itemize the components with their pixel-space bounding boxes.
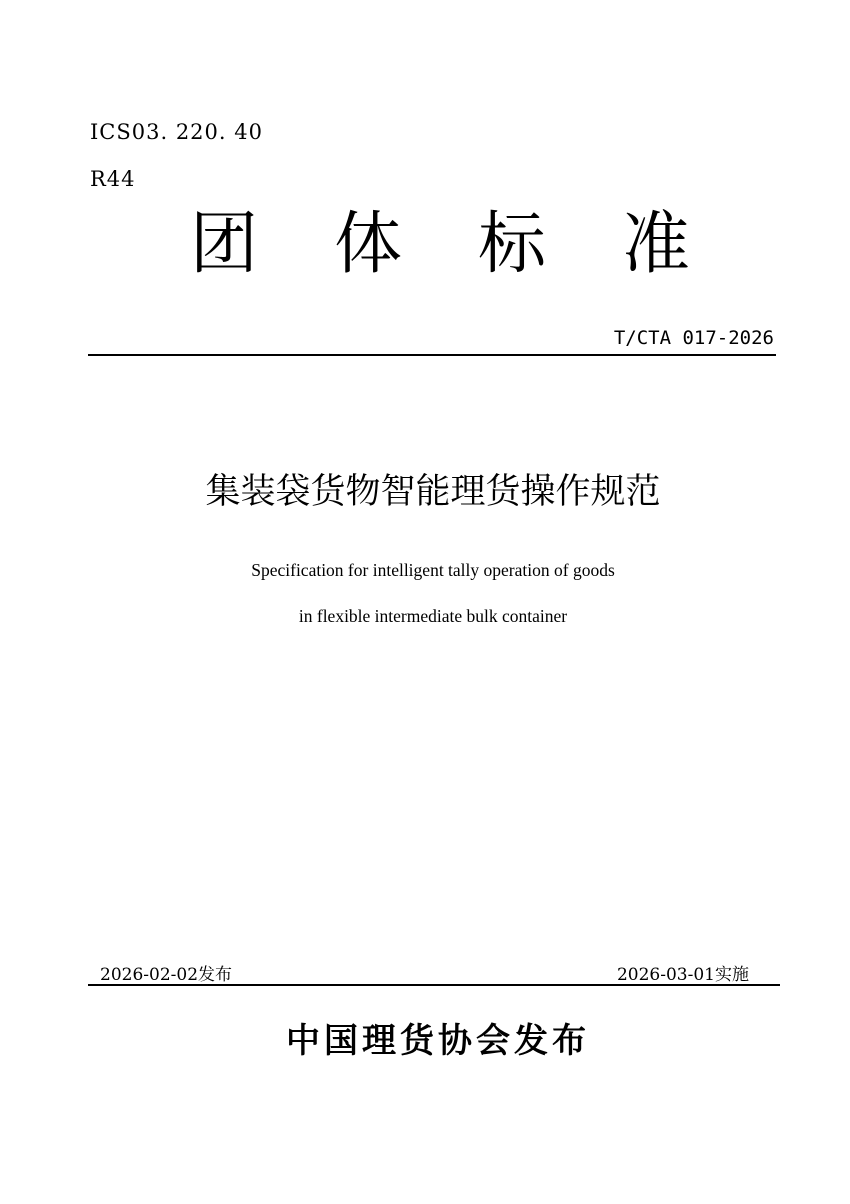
implementation-date: 2026-03-01实施 [616, 965, 749, 985]
ics-code: ICS03. 220. 40 [90, 120, 263, 144]
title-english-line-2: in flexible intermediate bulk container [298, 606, 568, 626]
standard-number: T/CTA 017-2026 [613, 327, 774, 349]
standard-type-char: 准 [621, 205, 690, 284]
title-english-line-1: Specification for intelligent tally operation of goods [251, 560, 615, 580]
standard-type-heading [190, 203, 690, 287]
bottom-divider [88, 984, 780, 986]
title-chinese: 集装袋货物智能理货操作规范 [205, 472, 661, 512]
standard-type-char: 团 [190, 205, 259, 284]
top-divider [88, 354, 776, 356]
publisher: 中国理货协会发布 [286, 1021, 590, 1061]
standard-type-char: 体 [333, 205, 402, 284]
standard-type-char: 标 [477, 205, 546, 284]
classification-code: R44 [90, 167, 136, 191]
publish-date: 2026-02-02发布 [100, 965, 233, 985]
